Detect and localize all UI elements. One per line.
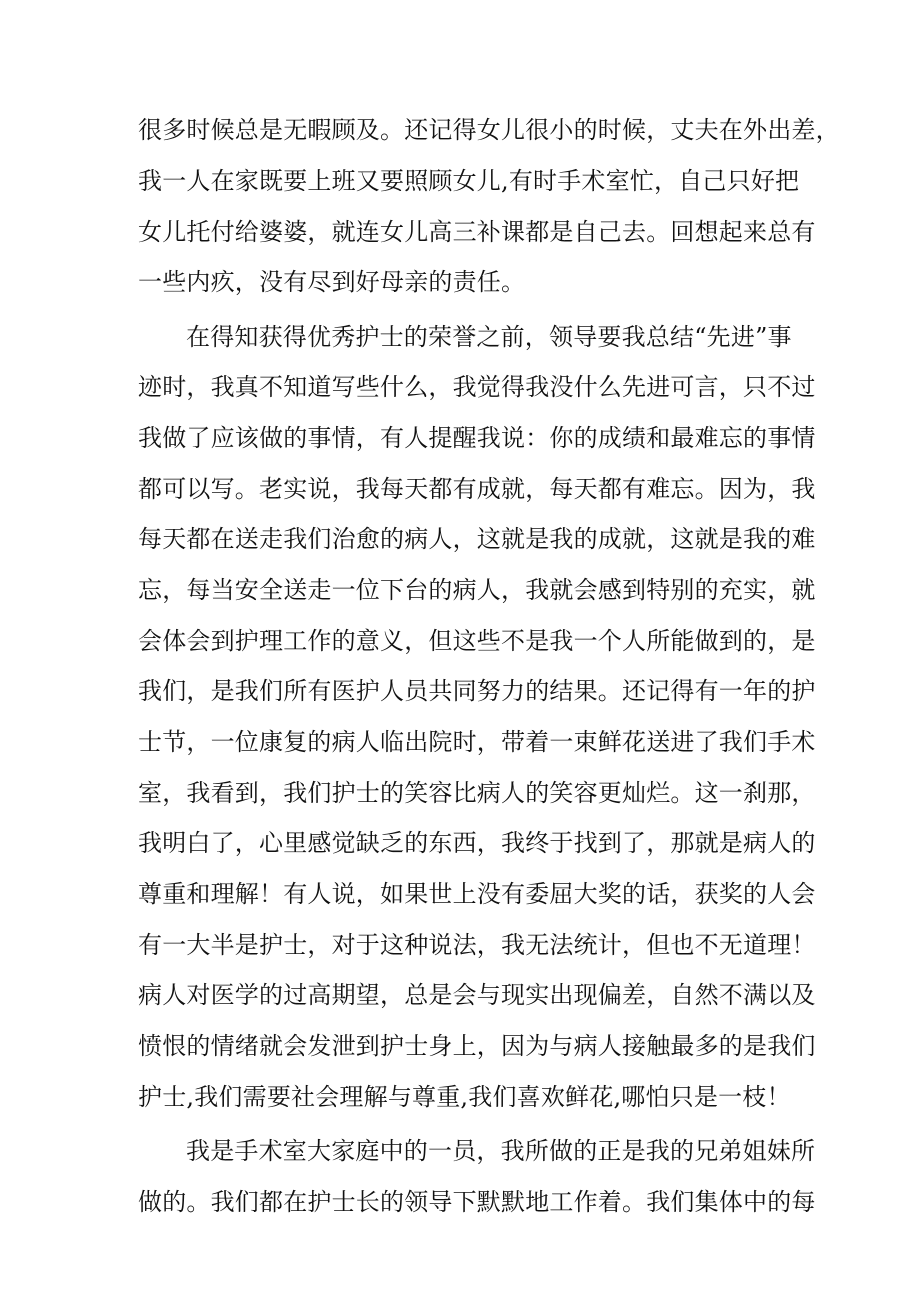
paragraph-2-line-1: 在得知获得优秀护士的荣誉之前，领导要我总结“先进”事 bbox=[186, 323, 792, 351]
paragraph-2-line-3: 我做了应该做的事情，有人提醒我说：你的成绩和最难忘的事情 bbox=[138, 424, 816, 452]
paragraph-2-line-14: 病人对医学的过高期望，总是会与现实出现偏差，自然不满以及 bbox=[138, 981, 816, 1009]
paragraph-2-line-10: 室，我看到，我们护士的笑容比病人的笑容更灿烂。这一刹那， bbox=[138, 779, 816, 807]
paragraph-1-line-3: 女儿托付给婆婆，就连女儿高三补课都是自己去。回想起来总有 bbox=[138, 218, 816, 246]
paragraph-1-line-1: 很多时候总是无暇顾及。还记得女儿很小的时候，丈夫在外出差， bbox=[138, 116, 840, 144]
paragraph-2-line-6: 忘，每当安全送走一位下台的病人，我就会感到特别的充实，就 bbox=[138, 576, 816, 604]
paragraph-2-line-7: 会体会到护理工作的意义，但这些不是我一个人所能做到的，是 bbox=[138, 627, 816, 655]
paragraph-2-line-8: 我们，是我们所有医护人员共同努力的结果。还记得有一年的护 bbox=[138, 677, 816, 705]
paragraph-2-line-11: 我明白了，心里感觉缺乏的东西，我终于找到了，那就是病人的 bbox=[138, 829, 816, 857]
paragraph-2-line-15: 愤恨的情绪就会发泄到护士身上，因为与病人接触最多的是我们 bbox=[138, 1032, 816, 1060]
paragraph-2-line-2: 迹时，我真不知道写些什么，我觉得我没什么先进可言，只不过 bbox=[138, 373, 816, 401]
paragraph-2-line-9: 士节，一位康复的病人临出院时，带着一束鲜花送进了我们手术 bbox=[138, 728, 816, 756]
paragraph-2-line-16: 护士,我们需要社会理解与尊重,我们喜欢鲜花,哪怕只是一枝！ bbox=[138, 1083, 791, 1111]
paragraph-2-line-13: 有一大半是护士，对于这种说法，我无法统计，但也不无道理！ bbox=[138, 931, 816, 959]
paragraph-1-line-2: 我一人在家既要上班又要照顾女儿,有时手术室忙，自己只好把 bbox=[138, 167, 800, 195]
paragraph-1-line-4: 一些内疚，没有尽到好母亲的责任。 bbox=[138, 268, 526, 296]
paragraph-3-line-2: 做的。我们都在护士长的领导下默默地工作着。我们集体中的每 bbox=[138, 1188, 816, 1216]
paragraph-3-line-1: 我是手术室大家庭中的一员，我所做的正是我的兄弟姐妹所 bbox=[186, 1137, 816, 1165]
paragraph-2-line-4: 都可以写。老实说，我每天都有成就，每天都有难忘。因为，我 bbox=[138, 475, 816, 503]
paragraph-2-line-5: 每天都在送走我们治愈的病人，这就是我的成就，这就是我的难 bbox=[138, 525, 816, 553]
paragraph-2-line-12: 尊重和理解！有人说，如果世上没有委屈大奖的话，获奖的人会 bbox=[138, 880, 816, 908]
